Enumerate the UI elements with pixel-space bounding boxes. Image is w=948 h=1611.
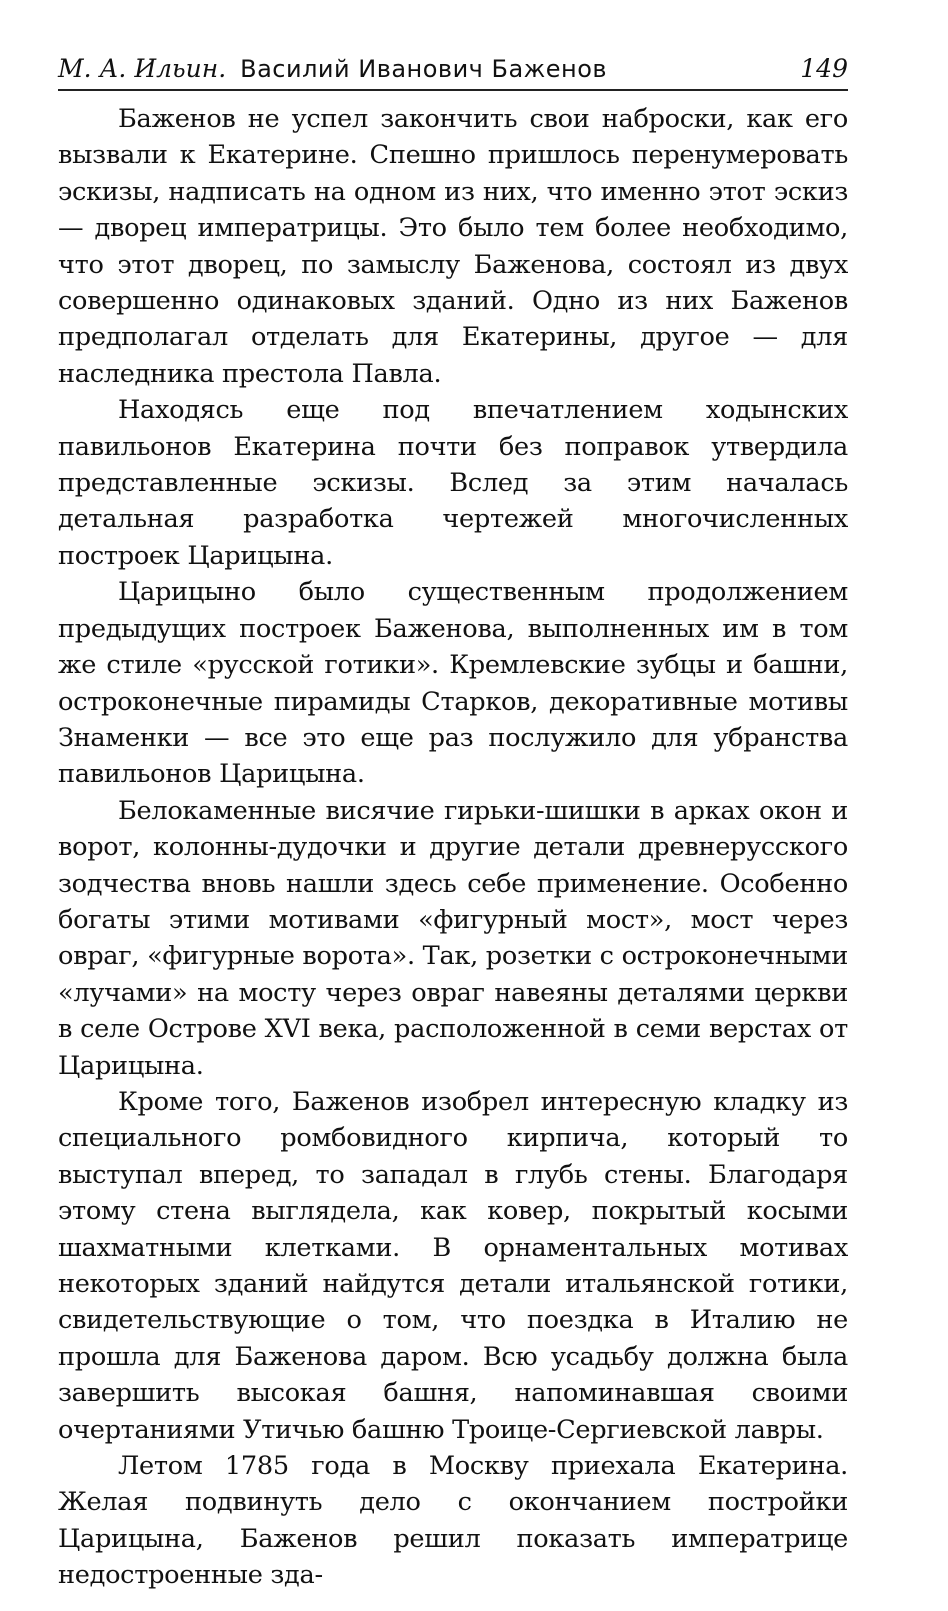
page-number: 149 bbox=[800, 54, 848, 83]
paragraph: Царицыно было существенным продолжением предыдущих построек Баженова, выполненных им в том же стиле «русской готики». Кремлевские зубцы и башни, остроконечные пирамиды Старков, декоративные мотивы Знаменки — все это еще раз послужило для убранства павильонов Царицына. bbox=[58, 577, 848, 790]
header-left bbox=[58, 54, 607, 83]
paragraph: Кроме того, Баженов изобрел интересную кладку из специального ромбовидного кирпича, который то выступал вперед, то западал в глубь стены. Благодаря этому стена выглядела, как ковер, покрытый косыми шахматными клетками. В орнаментальных мотивах некоторых зданий найдутся детали итальянской готики, свидетельствующие о том, что поездка в Италию не прошла для Баженова даром. Всю усадьбу должна была завершить высокая башня, напоминавшая своими очертаниями Утичью башню Троице-Сергиевской лавры. bbox=[58, 1086, 848, 1445]
running-header bbox=[58, 54, 848, 91]
header-book-title: Василий Иванович Баженов bbox=[240, 55, 608, 83]
paragraph: Находясь еще под впечатлением ходынских павильонов Екатерина почти без поправок утвердила представленные эскизы. Вслед за этим началась детальная разработка чертежей многочисленных построек Царицына. bbox=[58, 395, 848, 571]
paragraph: Баженов не успел закончить свои наброски, как его вызвали к Екатерине. Спешно пришлось перенумеровать эскизы, надписать на одном из них, что именно этот эскиз — дворец императрицы. Это было тем более необходимо, что этот дворец, по замыслу Баженова, состоял из двух совершенно одинаковых зданий. Одно из них Баженов предполагал отделать для Екатерины, другое — для наследника престола Павла. bbox=[58, 104, 848, 389]
body-text bbox=[58, 101, 848, 1594]
book-page bbox=[58, 54, 848, 1594]
paragraph: Белокаменные висячие гирьки-шишки в арках окон и ворот, колонны-дудочки и другие детали древнерусского зодчества вновь нашли здесь себе применение. Особенно богаты этими мотивами «фигурный мост», мост через овраг, «фигурные ворота». Так, розетки с остроконечными «лучами» на мосту через овраг навеяны деталями церкви в селе Острове XVI века, расположенной в семи верстах от Царицына. bbox=[58, 795, 848, 1081]
paragraph: Летом 1785 года в Москву приехала Екатерина. Желая подвинуть дело с окончанием постройки Царицына, Баженов решил показать императрице недостроенные зда- bbox=[58, 1451, 848, 1591]
header-author: М. А. Ильин. bbox=[58, 54, 227, 83]
